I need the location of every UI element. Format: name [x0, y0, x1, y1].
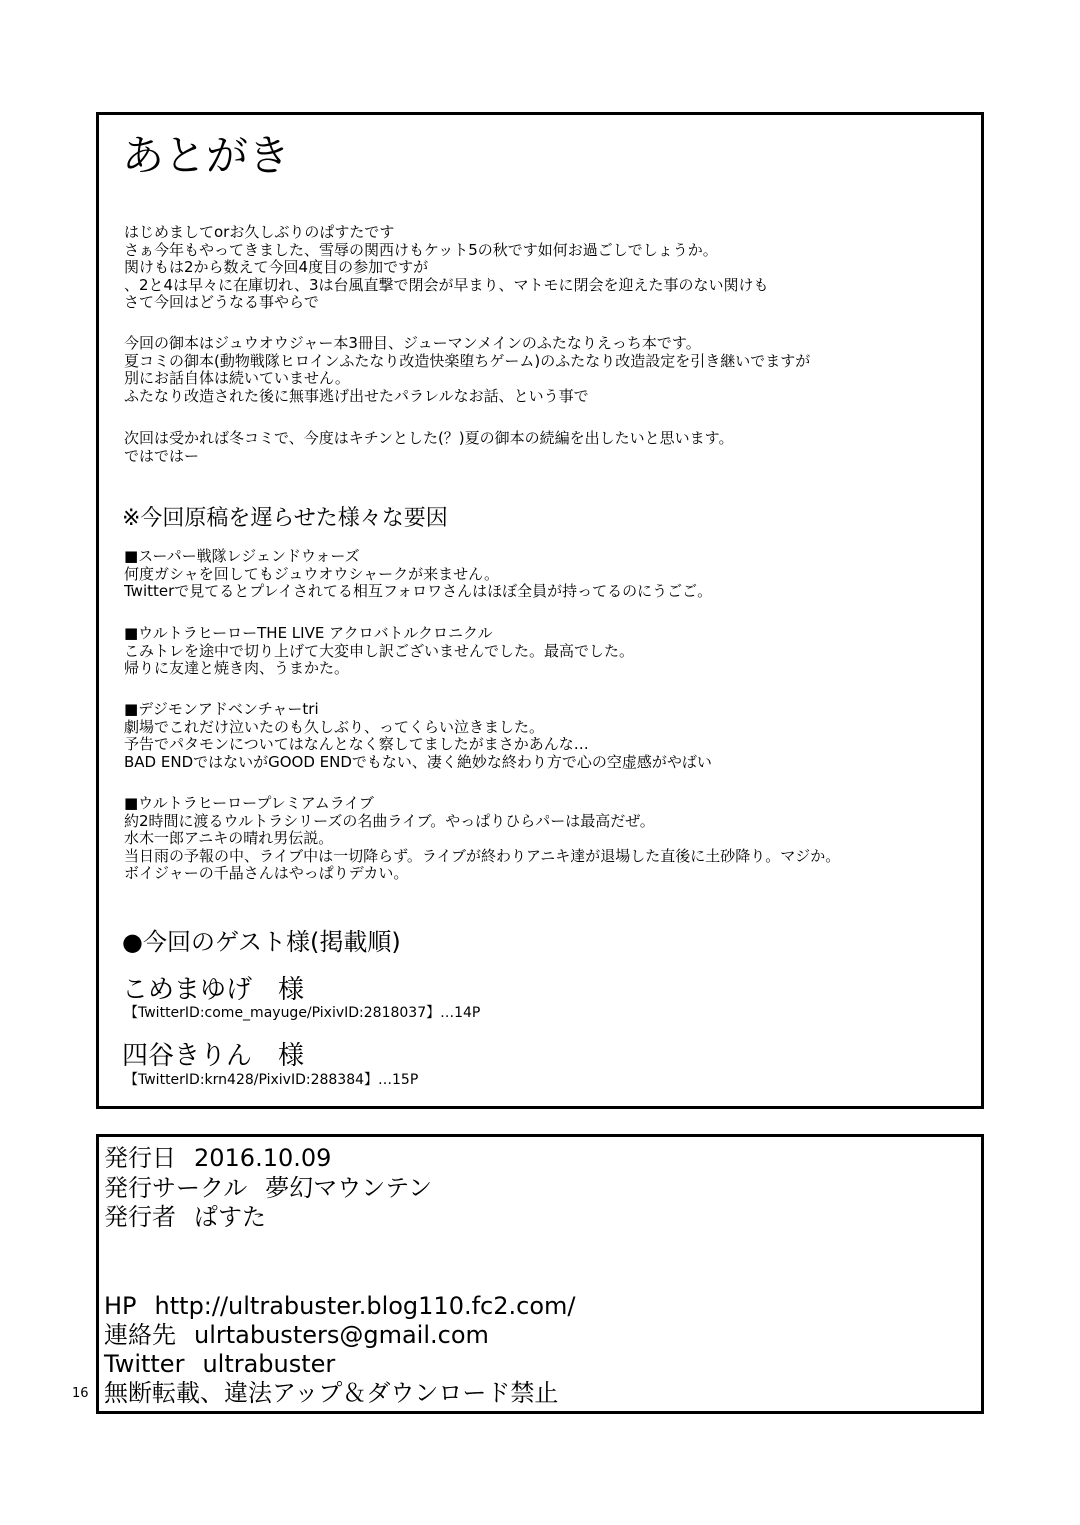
colophon-hp [104, 1292, 575, 1320]
delay-block-1 [124, 548, 712, 601]
text-line: ■ウルトラヒーローTHE LIVE アクロバトルクロニクル [124, 624, 493, 642]
author-value: ぱすた [194, 1203, 266, 1231]
delay-block-3 [124, 701, 712, 771]
text-line: 当日雨の予報の中、ライブ中は一切降らず。ライブが終わりアニキ達が退場した直後に土砂降り。マジか。 [124, 846, 841, 865]
contact-email[interactable]: ulrtabusters@gmail.com [194, 1321, 489, 1349]
text-line: 、2と4は早々に在庫切れ、3は台風直撃で閉会が早まり、マトモに閉会を迎えた事のない関けも [124, 275, 769, 294]
text-line: Twitterで見てるとプレイされてる相互フォロワさんはほぼ全員が持ってるのにうごご。 [124, 582, 713, 600]
delay-heading: ※今回原稿を遅らせた様々な要因 [122, 506, 448, 531]
colophon-date [104, 1144, 331, 1172]
text-line: 別にお話自体は続いていません。 [124, 369, 350, 387]
twitter-handle: ultrabuster [202, 1350, 336, 1378]
colophon-circle [104, 1174, 432, 1202]
date-label: 発行日 [104, 1144, 176, 1172]
text-line: BAD ENDではないがGOOD ENDでもない、凄く絶妙な終わり方で心の空虚感がやばい [124, 752, 712, 771]
text-line: こみトレを途中で切り上げて大変申し訳ございませんでした。最高でした。 [124, 641, 635, 660]
delay-block-4 [124, 795, 840, 883]
twitter-label: Twitter [104, 1350, 185, 1378]
text-line: ■ウルトラヒーロープレミアムライブ [124, 794, 374, 812]
text-line: 関けもは2から数えて今回4度目の参加ですが [124, 258, 429, 276]
colophon-twitter [104, 1350, 335, 1378]
text-line: さて今回はどうなる事やらで [124, 293, 319, 311]
text-line: はじめましてorお久しぶりのぱすたです [124, 223, 395, 241]
text-line: 水木一郎アニキの晴れ男伝説。 [124, 829, 334, 847]
colophon-author [104, 1203, 266, 1231]
text-line: 今回の御本はジュウオウジャー本3冊目、ジューマンメインのふたなりえっち本です。 [124, 334, 701, 352]
text-line: 夏コミの御本(動物戦隊ヒロインふたなり改造快楽堕ちゲーム)のふたなり改造設定を引き継いでますが [124, 351, 811, 370]
colophon-notice: 無断転載、違法アップ＆ダウンロード禁止 [104, 1379, 559, 1407]
date-value: 2016.10.09 [194, 1144, 332, 1172]
text-line: さぁ今年もやってきました、雪辱の関西けもケット5の秋です如何お過ごしでしょうか。 [124, 240, 718, 259]
author-label: 発行者 [104, 1203, 176, 1231]
contact-label: 連絡先 [104, 1321, 176, 1349]
text-line: ボイジャーの千晶さんはやっぱりデカい。 [124, 864, 409, 882]
text-line: 次回は受かれば冬コミで、今度はキチンとした(？)夏の御本の続編を出したいと思います。 [124, 429, 734, 447]
text-line: 予告でパタモンについてはなんとなく察してましたがまさかあんな… [124, 735, 589, 753]
page-title: あとがき [122, 131, 291, 180]
guest-name: 四谷きりん 様 [122, 1041, 305, 1071]
page-number: 16 [72, 1386, 89, 1401]
guest-id: 【TwitterID:krn428/PixivID:288384】…15P [124, 1072, 419, 1088]
text-line: 帰りに友達と焼き肉、うまかた。 [124, 659, 350, 677]
colophon-contact [104, 1321, 489, 1349]
text-line: ■デジモンアドベンチャーtri [124, 700, 319, 718]
text-line: ふたなり改造された後に無事逃げ出せたパラレルなお話、という事で [124, 386, 589, 405]
guest-id: 【TwitterID:come_mayuge/PixivID:2818037】…14P [124, 1005, 481, 1021]
hp-link[interactable]: http://ultrabuster.blog110.fc2.com/ [154, 1292, 576, 1320]
intro-paragraph [124, 224, 769, 312]
next-paragraph [124, 430, 733, 465]
text-line: ではではー [124, 446, 200, 465]
text-line: 劇場でこれだけ泣いたのも久しぶり、ってくらい泣きました。 [124, 717, 545, 736]
guest-name: こめまゆげ 様 [122, 975, 305, 1005]
text-line: 約2時間に渡るウルトラシリーズの名曲ライブ。やっぱりひらパーは最高だぜ。 [124, 811, 655, 830]
text-line: 何度ガシャを回してもジュウオウシャークが来ません。 [124, 564, 500, 583]
circle-label: 発行サークル [104, 1174, 248, 1202]
delay-block-2 [124, 625, 634, 678]
guest-heading: ●今回のゲスト様(掲載順) [122, 928, 401, 956]
circle-value: 夢幻マウンテン [265, 1174, 433, 1202]
hp-label: HP [104, 1292, 137, 1320]
text-line: ■スーパー戦隊レジェンドウォーズ [124, 547, 360, 565]
book-paragraph [124, 335, 810, 405]
